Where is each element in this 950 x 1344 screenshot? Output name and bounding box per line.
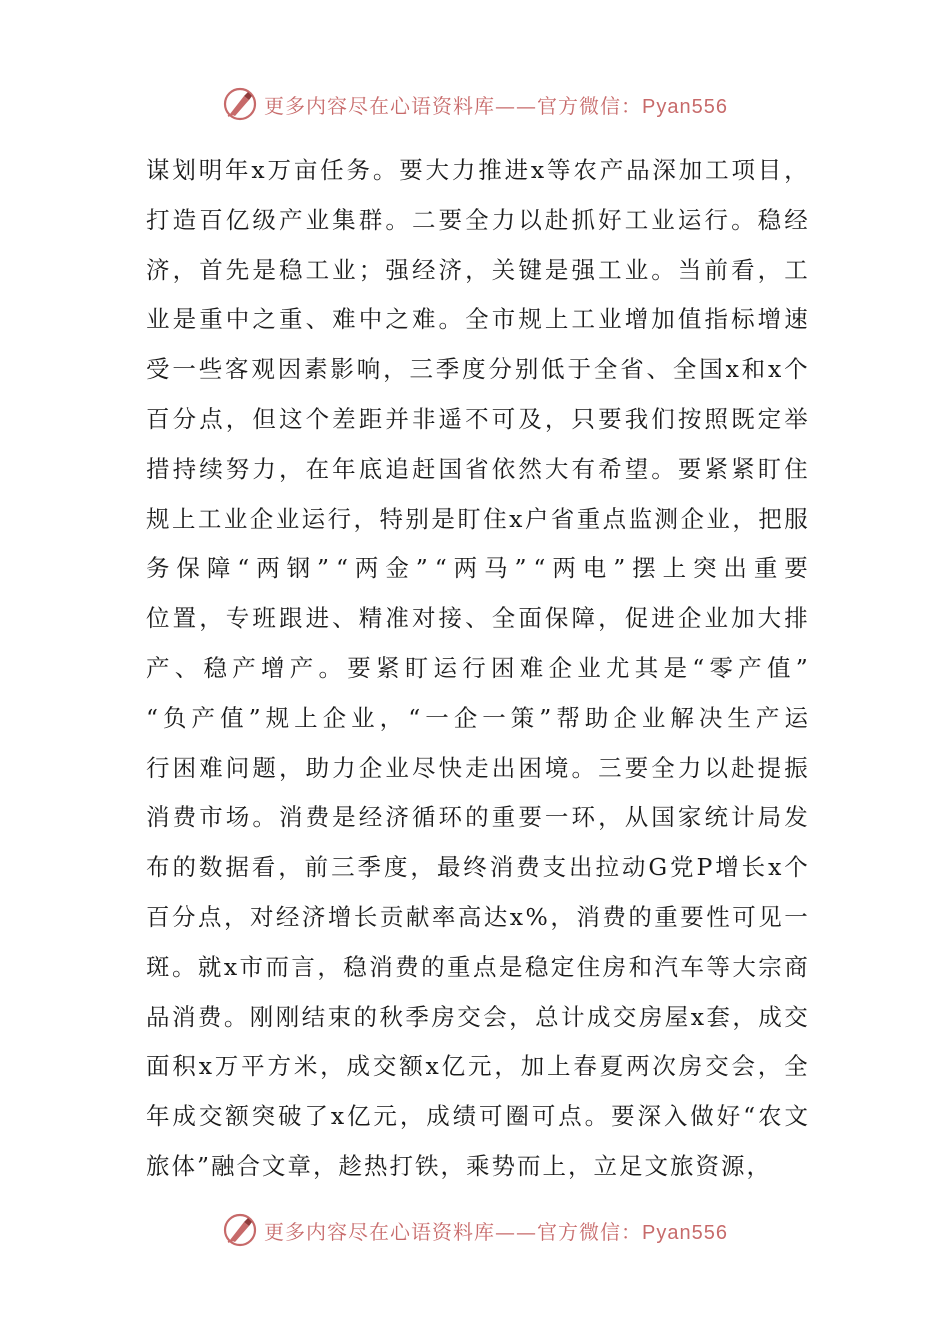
header-banner-text: [264, 90, 728, 119]
text-line: 行 困 难 问 题 ， 助 力 企 业 尽 快 走 出 困 境 。 三 要 全 力 以 赴 提 振: [146, 753, 808, 782]
header-contact-label: 官方微信：: [537, 93, 643, 118]
text-line: 消 费 市 场 。 消 费 是 经 济 循 环 的 重 要 一 环 ， 从 国 家 统 计 局 发: [146, 803, 808, 832]
footer-contact-label: 官方微信：: [537, 1219, 643, 1244]
header-separator: ——: [495, 93, 538, 118]
footer-site-label: 更多内容尽在心语资料库: [264, 1219, 496, 1244]
header-banner: [0, 82, 950, 126]
footer-banner-text: [264, 1216, 728, 1245]
text-line: 务 保 障 “ 两 钢 ” “ 两 金 ” “ 两 马 ” “ 两 电 ” 摆 上 突 出 重 要: [146, 554, 808, 583]
text-line: “ 负 产 值 ” 规 上 企 业 ， “ 一 企 一 策 ” 帮 助 企 业 解 决 生 产 运: [146, 703, 808, 732]
text-line: 规 上 工 业 企 业 运 行 ， 特 别 是 盯 住 x 户 省 重 点 监 测 企 业 ， 把 服: [146, 504, 808, 533]
text-line: 布 的 数 据 看 ， 前 三 季 度 ， 最 终 消 费 支 出 拉 动 G 党 P 增 长 x 个: [146, 853, 808, 882]
text-line: 谋 划 明 年 x 万 亩 任 务 。 要 大 力 推 进 x 等 农 产 品 深 加 工 项 目 ，: [146, 156, 808, 184]
text-line: 打 造 百 亿 级 产 业 集 群 。 二 要 全 力 以 赴 抓 好 工 业 运 行 。 稳 经: [146, 205, 808, 234]
text-line: 济 ， 首 先 是 稳 工 业 ； 强 经 济 ， 关 键 是 强 工 业 。 当 前 看 ， 工: [146, 255, 808, 284]
footer-banner: [0, 1208, 950, 1252]
text-line: 受 一 些 客 观 因 素 影 响 ， 三 季 度 分 别 低 于 全 省 、 全 国 x 和 x 个: [146, 355, 808, 384]
text-line: 年 成 交 额 突 破 了 x 亿 元 ， 成 绩 可 圈 可 点 。 要 深 入 做 好 “ 农 文: [146, 1102, 808, 1131]
text-line: 措 持 续 努 力 ， 在 年 底 追 赶 国 省 依 然 大 有 希 望 。 要 紧 紧 盯 住: [146, 454, 808, 483]
text-line: 百 分 点 ， 对 经 济 增 长 贡 献 率 高 达 x % ， 消 费 的 重 要 性 可 见 一: [146, 902, 808, 931]
text-line: 旅 体 ” 融 合 文 章 ， 趁 热 打 铁 ， 乘 势 而 上 ， 立 足 文 旅 资 源 ，: [146, 1151, 773, 1180]
header-wechat-id: Pyan556: [642, 95, 728, 118]
pen-nib-logo-icon: [222, 1212, 258, 1248]
pen-nib-logo-icon: [222, 86, 258, 122]
header-site-label: 更多内容尽在心语资料库: [264, 93, 496, 118]
text-line: 产 、 稳 产 增 产 。 要 紧 盯 运 行 困 难 企 业 尤 其 是 “ 零 产 值 ”: [146, 653, 808, 682]
document-body: [146, 146, 808, 1192]
text-line: 面 积 x 万 平 方 米 ， 成 交 额 x 亿 元 ， 加 上 春 夏 两 次 房 交 会 ， 全: [146, 1052, 808, 1081]
text-line: 百 分 点 ， 但 这 个 差 距 并 非 遥 不 可 及 ， 只 要 我 们 按 照 既 定 举: [146, 404, 808, 433]
text-line: 品 消 费 。 刚 刚 结 束 的 秋 季 房 交 会 ， 总 计 成 交 房 屋 x 套 ， 成 交: [146, 1002, 808, 1031]
text-line: 位 置 ， 专 班 跟 进 、 精 准 对 接 、 全 面 保 障 ， 促 进 企 业 加 大 排: [146, 604, 808, 633]
text-line: 业 是 重 中 之 重 、 难 中 之 难 。 全 市 规 上 工 业 增 加 值 指 标 增 速: [146, 305, 808, 334]
footer-separator: ——: [495, 1219, 538, 1244]
footer-wechat-id: Pyan556: [642, 1221, 728, 1244]
text-line: 斑 。 就 x 市 而 言 ， 稳 消 费 的 重 点 是 稳 定 住 房 和 汽 车 等 大 宗 商: [146, 952, 808, 981]
